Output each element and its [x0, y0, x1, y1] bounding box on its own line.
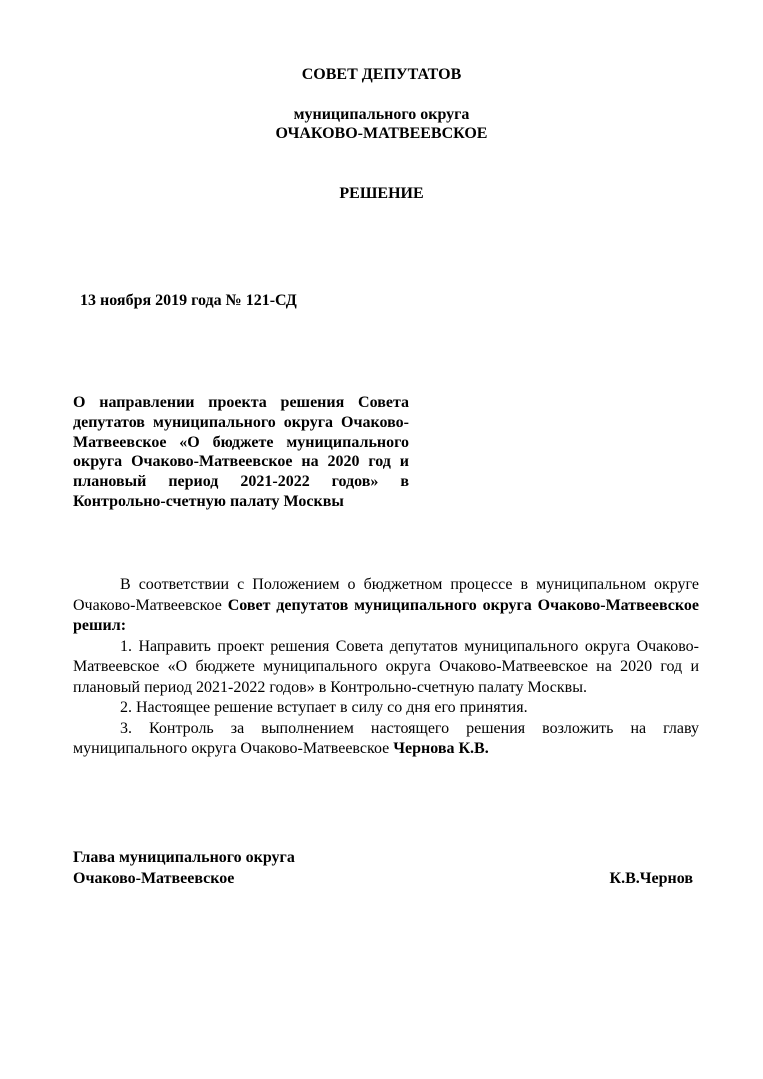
decision-subject: О направлении проекта решения Совета депутатов муниципального округа Очаково-Матвеевское «О бюджете муниципального округа Очаково-Матвеевское на 2020 год и плановый период 2021-2022 годов» в Контрольно-счетную палату Москвы — [73, 394, 409, 510]
signatory-title-line2: Очаково-Матвеевское — [73, 870, 235, 887]
intro-text: В соответствии с Положением о бюджетном процессе в муниципальном округе Очаково-Матвеевское — [73, 576, 699, 614]
item-1: 1. Направить проект решения Совета депутатов муниципального округа Очаково-Матвеевское «О бюджете муниципального округа Очаково-Матвеевское на 2020 год и плановый период 2021-2022 годов» в Контрольно-счетную палату Москвы. — [73, 637, 699, 696]
decision-body — [73, 575, 699, 760]
item-2: 2. Настоящее решение вступает в силу со дня его принятия. — [120, 699, 528, 716]
signature-block — [73, 847, 693, 889]
date-and-number: 13 ноября 2019 года № 121-СД — [80, 292, 297, 309]
item-3-person: Чернова К.В. — [393, 740, 489, 757]
signatory-title-line1: Глава муниципального округа — [73, 849, 295, 866]
document-type: РЕШЕНИЕ — [339, 185, 424, 202]
intro-resolution: Совет депутатов муниципального округа Очаково-Матвеевское решил: — [73, 596, 700, 634]
item-3 — [73, 719, 699, 760]
intro-paragraph — [73, 575, 699, 637]
council-title: СОВЕТ ДЕПУТАТОВ — [301, 66, 462, 83]
district-line: муниципального округа — [293, 106, 470, 123]
district-name: ОЧАКОВО-МАТВЕЕВСКОЕ — [275, 125, 488, 142]
signature-row — [73, 868, 693, 889]
item-3-text: 3. Контроль за выполнением настоящего решения возложить на главу муниципального округа Очаково-Матвеевское — [73, 719, 699, 757]
signatory-name: К.В.Чернов — [609, 870, 693, 887]
